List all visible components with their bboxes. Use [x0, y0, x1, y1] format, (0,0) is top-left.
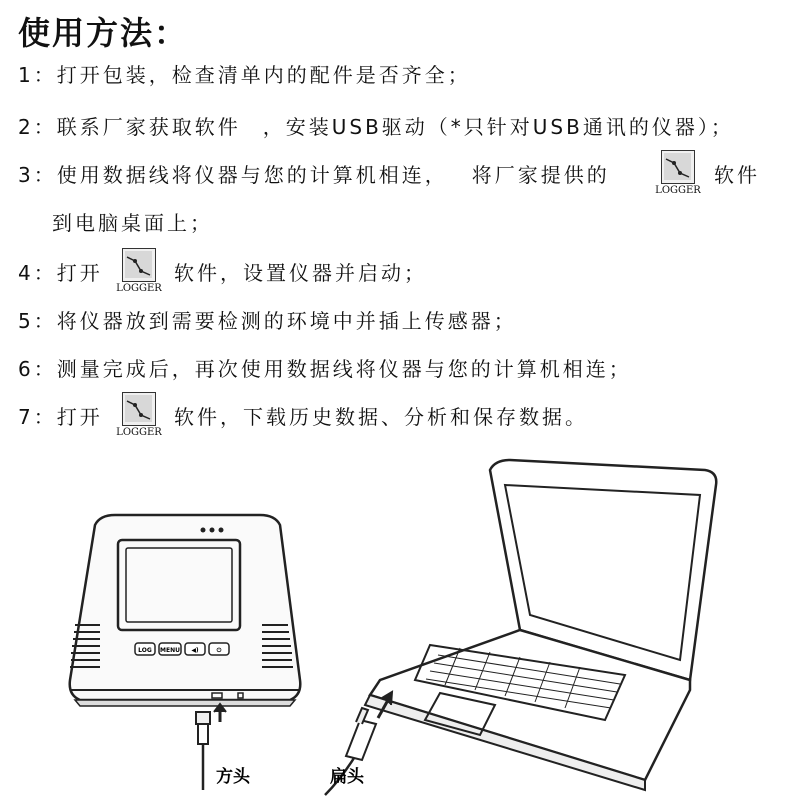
- step-5: [18, 306, 517, 336]
- connection-illustration: [0, 440, 800, 800]
- step-number: 4：: [18, 261, 57, 285]
- step-number: 3：: [18, 163, 57, 187]
- speaker-button: ◀): [191, 647, 199, 654]
- step-text-d: 到电脑桌面上；: [52, 211, 213, 235]
- status-leds: [201, 528, 224, 533]
- logger-label: LOGGER: [655, 185, 701, 196]
- step-4: [18, 258, 103, 288]
- step-3-software: [714, 160, 760, 190]
- logger-app-icon: [113, 392, 165, 444]
- step-text-b: 软件，下载历史数据、分析和保存数据。: [174, 405, 588, 429]
- logger-graph-icon: [661, 150, 695, 184]
- step-7: [18, 402, 103, 432]
- logger-graph-icon: [122, 392, 156, 426]
- flat-plug-caption: 扁头: [330, 767, 364, 787]
- menu-button: MENU: [160, 647, 180, 654]
- step-text-a: 打开: [56, 405, 103, 429]
- logger-label: LOGGER: [116, 427, 162, 438]
- step-number: 7：: [18, 405, 57, 429]
- log-button: LOG: [138, 647, 152, 654]
- step-text-c: 软件: [714, 163, 760, 187]
- step-text: 打开包装，检查清单内的配件是否齐全；: [56, 63, 471, 87]
- step-7-rest: [174, 402, 588, 432]
- step-3: [18, 160, 610, 190]
- step-number: 1：: [18, 63, 57, 87]
- step-1: [18, 60, 471, 90]
- laptop: [365, 460, 716, 790]
- step-number: 6：: [18, 357, 57, 381]
- step-4-rest: [174, 258, 427, 288]
- logger-app-icon: [113, 248, 165, 300]
- step-text: 将仪器放到需要检测的环境中并插上传感器；: [56, 309, 517, 333]
- power-button: ⏻: [216, 647, 222, 654]
- step-text-b: 将厂家提供的: [471, 163, 610, 187]
- step-number: 2：: [18, 115, 57, 139]
- step-text-b: ，安装USB驱动（*只针对USB通讯的仪器）；: [262, 115, 734, 139]
- step-text: 测量完成后，再次使用数据线将仪器与您的计算机相连；: [56, 357, 632, 381]
- step-number: 5：: [18, 309, 57, 333]
- step-text-a: 使用数据线将仪器与您的计算机相连，: [56, 163, 448, 187]
- logger-graph-icon: [122, 248, 156, 282]
- step-text-a: 联系厂家获取软件: [56, 115, 241, 139]
- step-text-b: 软件，设置仪器并启动；: [174, 261, 427, 285]
- step-3-cont: [52, 208, 213, 238]
- step-text-a: 打开: [56, 261, 103, 285]
- page-title: 使用方法：: [18, 14, 189, 52]
- data-logger-device: [70, 515, 301, 706]
- logger-label: LOGGER: [116, 283, 162, 294]
- logger-app-icon: [652, 150, 704, 202]
- step-2: [18, 112, 734, 142]
- square-plug-caption: 方头: [216, 767, 250, 787]
- step-6: [18, 354, 632, 384]
